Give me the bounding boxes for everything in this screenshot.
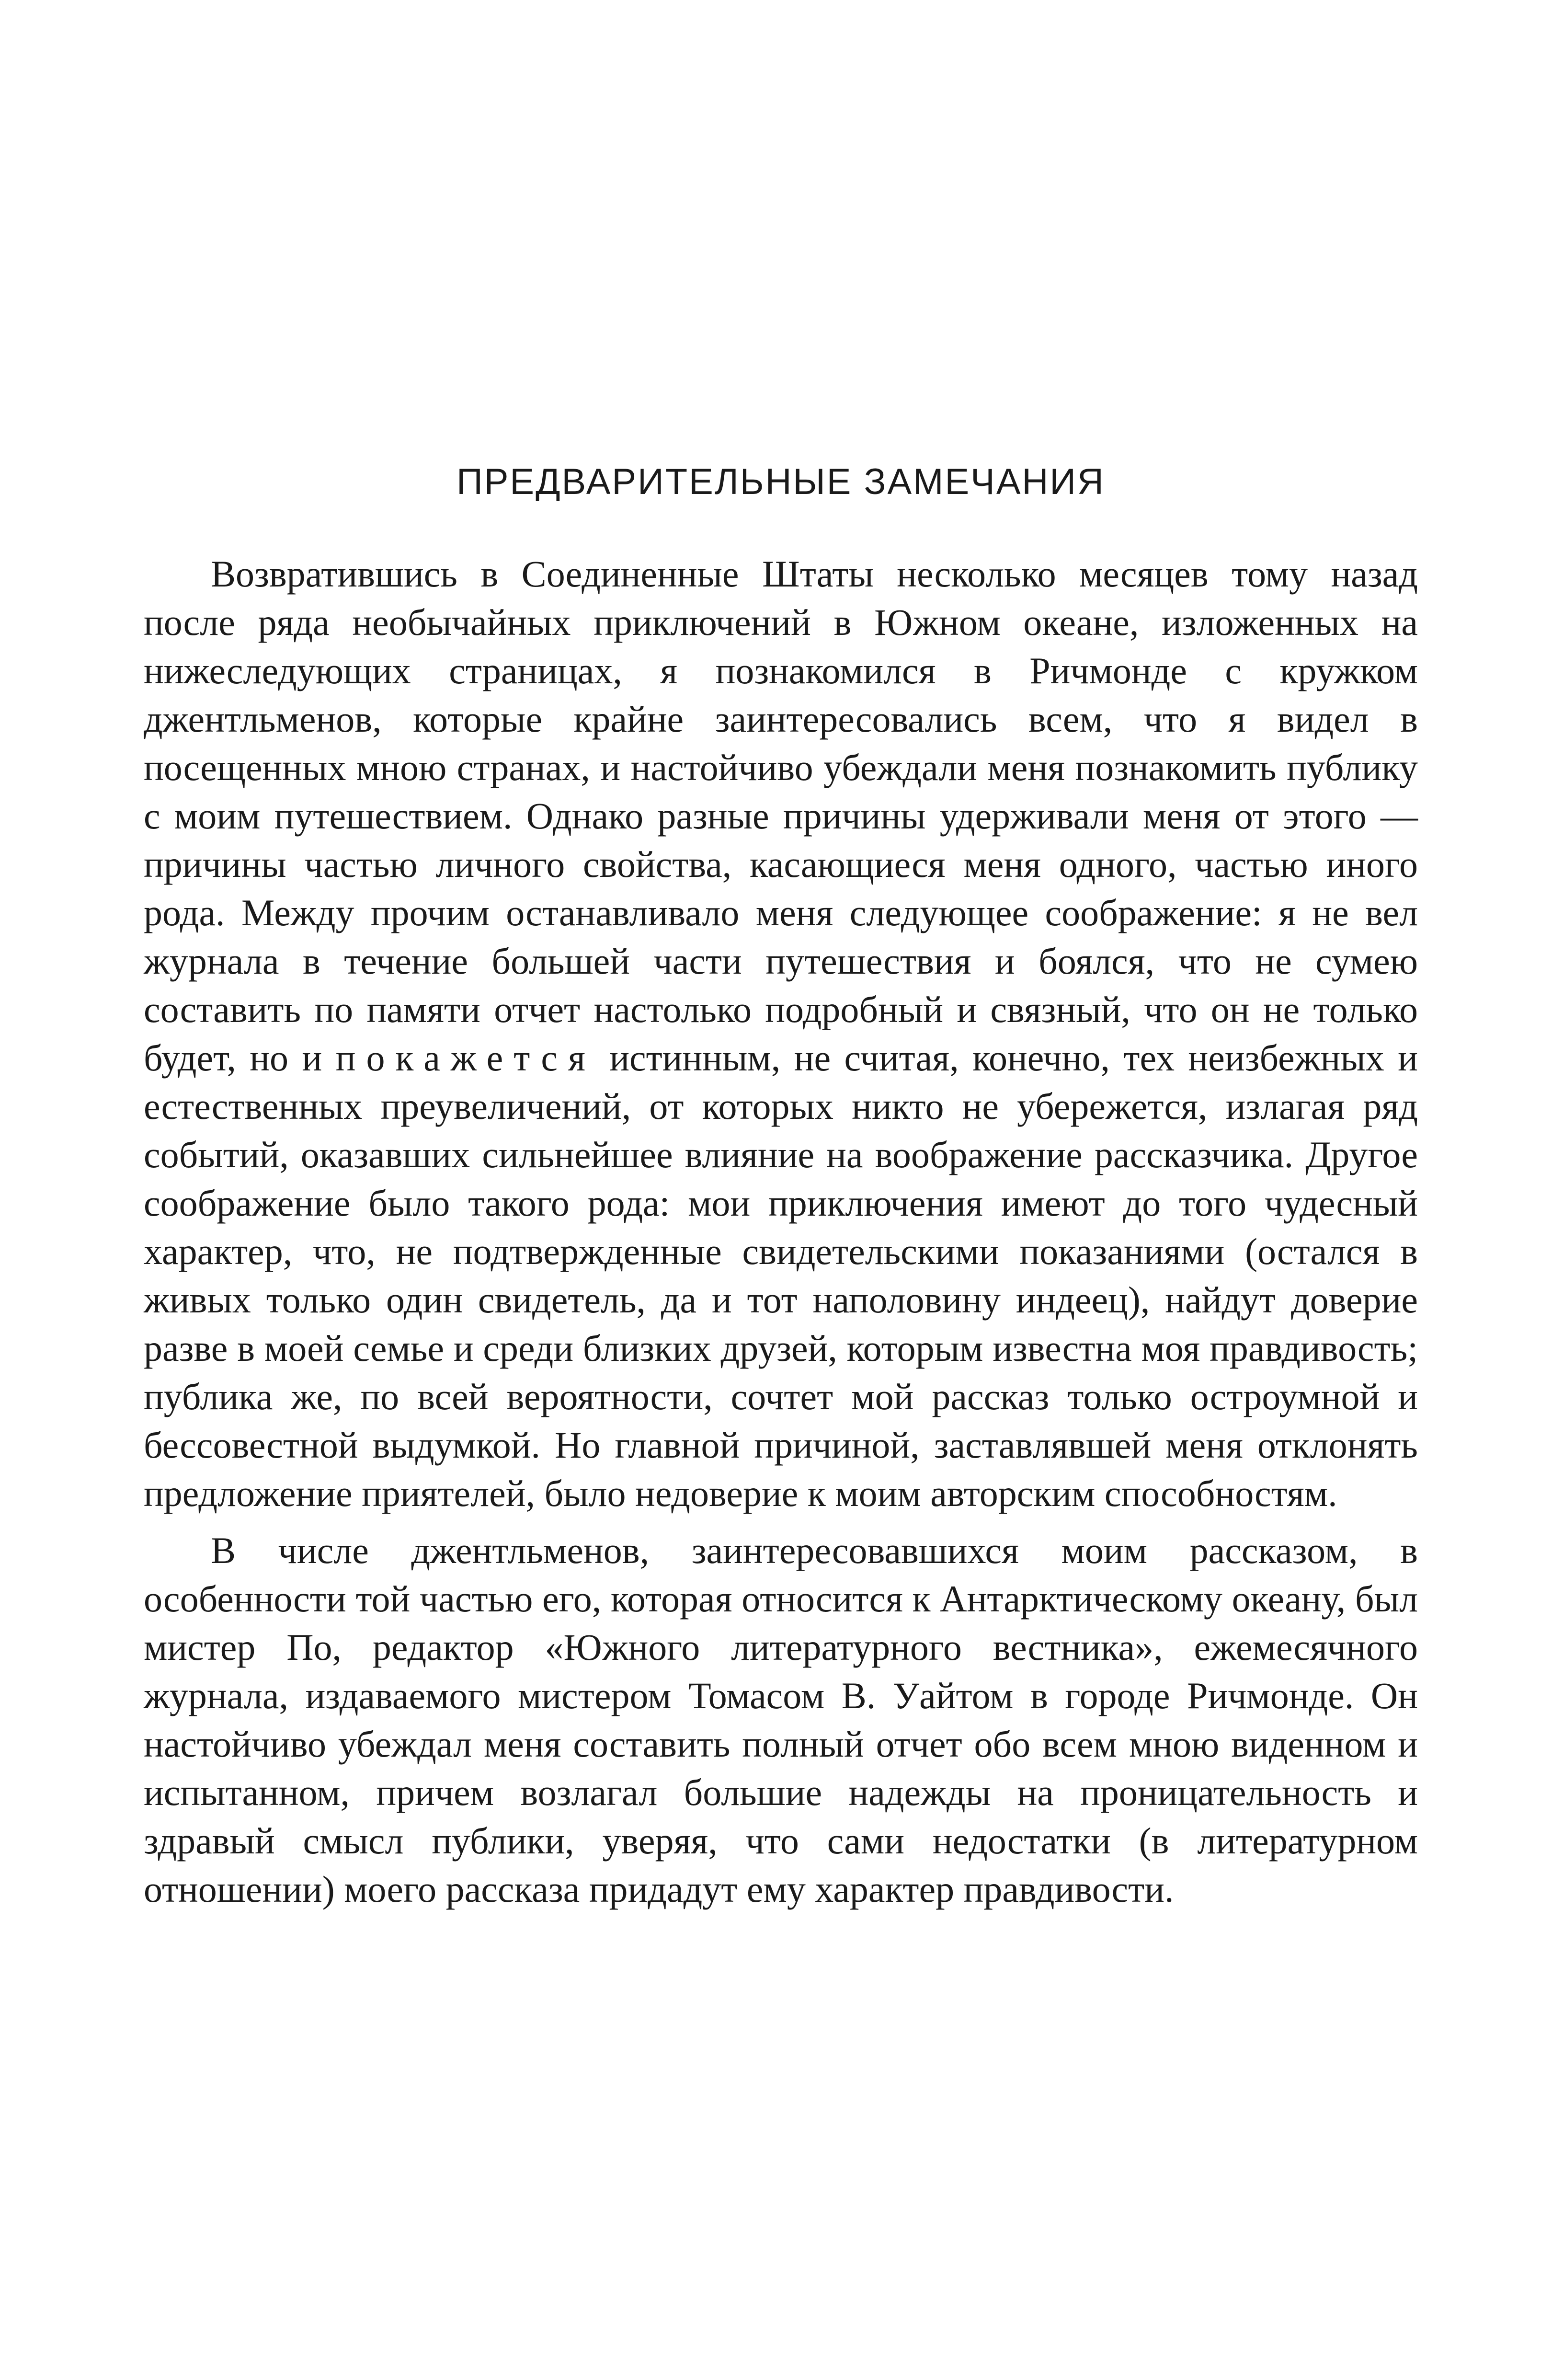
text-block: [144, 460, 1418, 1913]
paragraph-1: [144, 550, 1418, 1518]
paragraph-2: В числе джентльменов, заинтересовавшихся моим рассказом, в особенности той частью его, которая относится к Антарктическому океану, был мистер По, редактор «Южного литературного вестника», ежемесячного журнала, издаваемого мистером Томасом В. Уайтом в городе Ричмонде. Он настойчиво убеждал меня составить полный отчет обо всем мною виденном и испытанном, причем возлагал большие надежды на проницательность и здравый смысл публики, уверяя, что сами недостатки (в литературном отношении) моего рассказа придадут ему характер правдивости.: [144, 1529, 1418, 1910]
paragraph-1-part-1: Возвратившись в Соединенные Штаты несколько месяцев тому назад после ряда необычайных приключений в Южном океане, изложенных на нижеследующих страницах, я познакомился в Ричмонде с кружком джентльменов, которые крайне заинтересовались всем, что я видел в посещенных мною странах, и настойчиво убеждали меня познакомить публику с моим путешествием. Однако разные причины удерживали меня от этого — причины частью личного свойства, касающиеся меня одного, частью иного рода. Между прочим останавливало меня следующее соображение: я не вел журнала в течение большей части путешествия и боялся, что не сумею составить по памяти отчет настолько подробный и связный, что он не только будет, но и: [144, 553, 1418, 1079]
emphasized-word: покажется: [335, 1037, 596, 1079]
paragraph-1-part-2: истинным, не считая, конечно, тех неизбежных и естественных преувеличений, от которых никто не убережется, излагая ряд событий, оказавших сильнейшее влияние на воображение рассказчика. Другое соображение было такого рода: мои приключения имеют до того чудесный характер, что, не подтвержденные свидетельскими показаниями (остался в живых только один свидетель, да и тот наполовину индеец), найдут доверие разве в моей семье и среди близких друзей, которым известна моя правдивость; публика же, по всей вероятности, сочтет мой рассказ только остроумной и бессовестной выдумкой. Но главной причиной, заставлявшей меня отклонять предложение приятелей, было недоверие к моим авторским способностям.: [144, 1037, 1418, 1515]
chapter-title: ПРЕДВАРИТЕЛЬНЫЕ ЗАМЕЧАНИЯ: [456, 461, 1105, 502]
